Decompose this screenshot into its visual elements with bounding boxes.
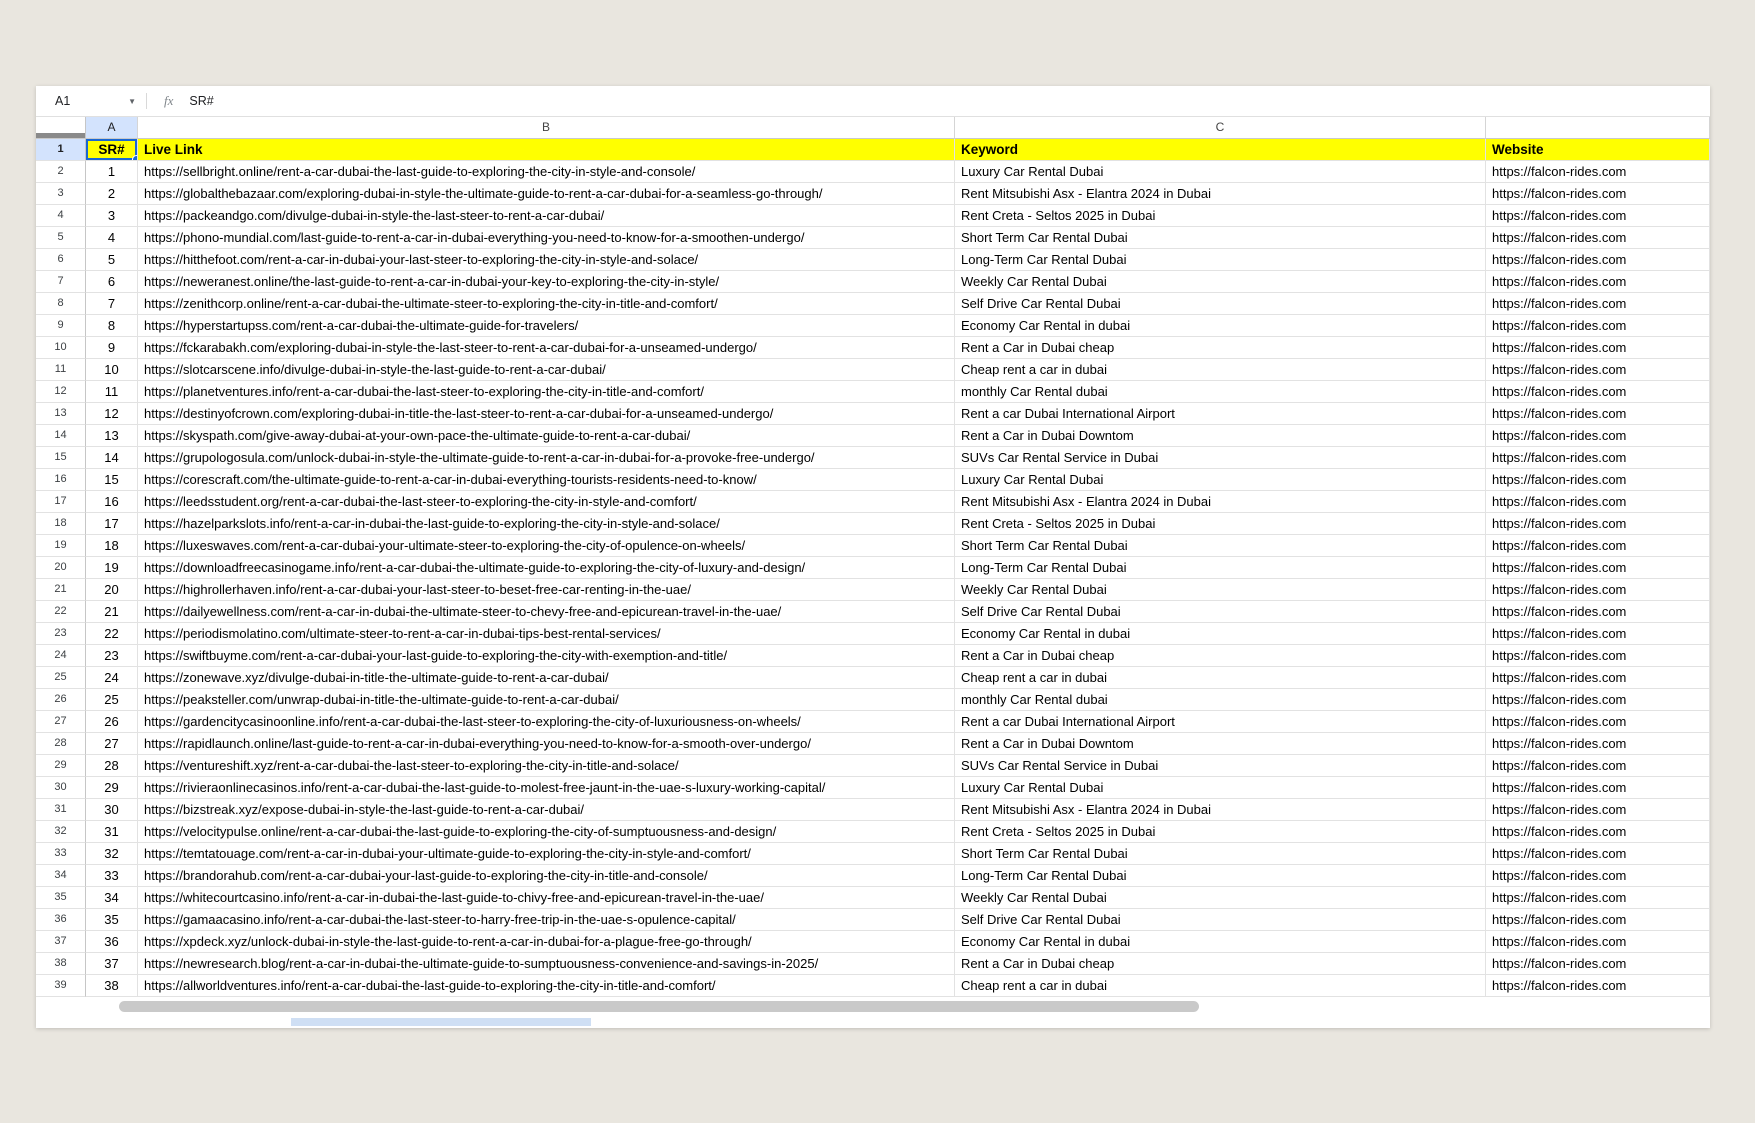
table-row [36,491,1710,513]
row-header[interactable]: 14 [36,425,86,447]
table-row [36,513,1710,535]
column-header-c[interactable]: C [955,117,1486,139]
cell-sr[interactable]: 33 [86,865,138,887]
table-row [36,887,1710,909]
cell-website[interactable]: https://falcon-rides.com [1486,381,1710,403]
cell-a1-selected[interactable]: SR# [86,139,138,161]
table-row [36,161,1710,183]
cell-live-link[interactable]: https://gardencitycasinoonline.info/rent-a-car-dubai-the-last-steer-to-exploring-the-city-of-luxuriousness-on-wheels/ [138,711,955,733]
cell-keyword[interactable]: Self Drive Car Rental Dubai [955,601,1486,623]
table-row [36,953,1710,975]
cell-live-link[interactable]: https://corescraft.com/the-ultimate-guide-to-rent-a-car-in-dubai-everything-tourists-residents-need-to-know/ [138,469,955,491]
cell-sr[interactable]: 24 [86,667,138,689]
cell-live-link[interactable]: https://rivieraonlinecasinos.info/rent-a-car-dubai-the-last-guide-to-molest-free-jaunt-in-the-uae-s-luxury-working-capital/ [138,777,955,799]
cell-keyword[interactable]: Rent Creta - Seltos 2025 in Dubai [955,513,1486,535]
cell-website[interactable]: https://falcon-rides.com [1486,623,1710,645]
cell-keyword[interactable]: Rent Mitsubishi Asx - Elantra 2024 in Dubai [955,491,1486,513]
cell-keyword[interactable]: Rent Creta - Seltos 2025 in Dubai [955,205,1486,227]
column-header-d[interactable] [1486,117,1710,139]
cell-website[interactable]: https://falcon-rides.com [1486,865,1710,887]
cell-live-link[interactable]: https://packeandgo.com/divulge-dubai-in-style-the-last-steer-to-rent-a-car-dubai/ [138,205,955,227]
cell-keyword[interactable]: Long-Term Car Rental Dubai [955,865,1486,887]
table-row [36,227,1710,249]
cell-live-link[interactable]: https://phono-mundial.com/last-guide-to-rent-a-car-in-dubai-everything-you-need-to-know-for-a-smoothen-undergo/ [138,227,955,249]
row-header-1[interactable]: 1 [36,139,86,161]
cell-website[interactable]: https://falcon-rides.com [1486,557,1710,579]
row-header[interactable]: 21 [36,579,86,601]
row-header[interactable]: 4 [36,205,86,227]
row-header[interactable]: 25 [36,667,86,689]
row-header[interactable]: 2 [36,161,86,183]
row-header[interactable]: 19 [36,535,86,557]
cell-website[interactable]: https://falcon-rides.com [1486,535,1710,557]
cell-name-box[interactable] [36,94,146,108]
cell-sr[interactable]: 1 [86,161,138,183]
row-header[interactable]: 24 [36,645,86,667]
table-row [36,535,1710,557]
cell-website[interactable]: https://falcon-rides.com [1486,359,1710,381]
cell-keyword[interactable]: Short Term Car Rental Dubai [955,227,1486,249]
cell-keyword[interactable]: Luxury Car Rental Dubai [955,161,1486,183]
row-header[interactable]: 39 [36,975,86,997]
cell-keyword[interactable]: Self Drive Car Rental Dubai [955,909,1486,931]
row-header[interactable]: 31 [36,799,86,821]
cell-website[interactable]: https://falcon-rides.com [1486,447,1710,469]
cell-sr[interactable]: 11 [86,381,138,403]
table-row [36,293,1710,315]
cell-website[interactable]: https://falcon-rides.com [1486,205,1710,227]
select-all-corner[interactable] [36,117,86,139]
cell-live-link[interactable]: https://highrollerhaven.info/rent-a-car-dubai-your-last-steer-to-beset-free-car-renting-in-the-uae/ [138,579,955,601]
cell-sr[interactable]: 28 [86,755,138,777]
cell-website[interactable]: https://falcon-rides.com [1486,337,1710,359]
cell-live-link[interactable]: https://destinyofcrown.com/exploring-dubai-in-title-the-last-steer-to-rent-a-car-dubai-for-a-unseamed-undergo/ [138,403,955,425]
cell-keyword[interactable]: Cheap rent a car in dubai [955,975,1486,997]
formula-bar [36,86,1710,117]
table-row [36,975,1710,997]
cell-website[interactable]: https://falcon-rides.com [1486,975,1710,997]
cell-keyword[interactable]: Rent a car Dubai International Airport [955,711,1486,733]
table-row [36,733,1710,755]
partial-row-highlight [291,1018,591,1026]
table-row [36,271,1710,293]
cell-live-link[interactable]: https://hitthefoot.com/rent-a-car-in-dubai-your-last-steer-to-exploring-the-city-in-style-and-solace/ [138,249,955,271]
cell-sr[interactable]: 10 [86,359,138,381]
cell-keyword[interactable]: Rent Mitsubishi Asx - Elantra 2024 in Dubai [955,799,1486,821]
cell-sr[interactable]: 27 [86,733,138,755]
cell-sr[interactable]: 12 [86,403,138,425]
cell-sr[interactable]: 17 [86,513,138,535]
row-header[interactable]: 12 [36,381,86,403]
cell-keyword[interactable]: Rent a Car in Dubai Downtom [955,425,1486,447]
row-header[interactable]: 29 [36,755,86,777]
cell-website[interactable]: https://falcon-rides.com [1486,645,1710,667]
cell-website[interactable]: https://falcon-rides.com [1486,403,1710,425]
cell-sr[interactable]: 20 [86,579,138,601]
table-row [36,667,1710,689]
cell-keyword[interactable]: Rent Mitsubishi Asx - Elantra 2024 in Dubai [955,183,1486,205]
cell-website[interactable]: https://falcon-rides.com [1486,491,1710,513]
row-header[interactable]: 16 [36,469,86,491]
cell-sr[interactable]: 18 [86,535,138,557]
row-header[interactable]: 10 [36,337,86,359]
row-header[interactable]: 6 [36,249,86,271]
cell-live-link[interactable]: https://periodismolatino.com/ultimate-steer-to-rent-a-car-in-dubai-tips-best-rental-services/ [138,623,955,645]
horizontal-scrollbar[interactable] [119,1001,1199,1012]
table-row [36,799,1710,821]
table-row [36,777,1710,799]
cell-live-link[interactable]: https://gamaacasino.info/rent-a-car-dubai-the-last-steer-to-harry-free-trip-in-the-uae-s-opulence-capital/ [138,909,955,931]
cell-website[interactable]: https://falcon-rides.com [1486,183,1710,205]
cell-sr[interactable]: 8 [86,315,138,337]
table-row [36,579,1710,601]
cell-sr[interactable]: 30 [86,799,138,821]
row-header[interactable]: 3 [36,183,86,205]
row-header[interactable]: 8 [36,293,86,315]
cell-live-link[interactable]: https://ventureshift.xyz/rent-a-car-dubai-the-last-steer-to-exploring-the-city-in-title-and-solace/ [138,755,955,777]
table-row [36,645,1710,667]
cell-live-link[interactable]: https://zenithcorp.online/rent-a-car-dubai-the-ultimate-steer-to-exploring-the-city-in-title-and-comfort/ [138,293,955,315]
table-row [36,821,1710,843]
table-row [36,315,1710,337]
header-keyword[interactable]: Keyword [955,139,1486,161]
cell-live-link[interactable]: https://globalthebazaar.com/exploring-dubai-in-style-the-ultimate-guide-to-rent-a-car-dubai-for-a-seamless-go-through/ [138,183,955,205]
cell-keyword[interactable]: Rent a Car in Dubai Downtom [955,733,1486,755]
cell-website[interactable]: https://falcon-rides.com [1486,315,1710,337]
cell-sr[interactable]: 22 [86,623,138,645]
row-header[interactable]: 34 [36,865,86,887]
cell-sr[interactable]: 21 [86,601,138,623]
header-live-link[interactable]: Live Link [138,139,955,161]
cell-keyword[interactable]: Cheap rent a car in dubai [955,667,1486,689]
table-row [36,755,1710,777]
cell-sr[interactable]: 13 [86,425,138,447]
cell-live-link[interactable]: https://downloadfreecasinogame.info/rent-a-car-dubai-the-ultimate-guide-to-exploring-the-city-of-luxury-and-design/ [138,557,955,579]
row-header[interactable]: 35 [36,887,86,909]
cell-sr[interactable]: 31 [86,821,138,843]
table-header-row [36,139,1710,161]
table-row [36,447,1710,469]
cell-website[interactable]: https://falcon-rides.com [1486,513,1710,535]
cell-website[interactable]: https://falcon-rides.com [1486,755,1710,777]
cell-website[interactable]: https://falcon-rides.com [1486,733,1710,755]
row-header[interactable]: 23 [36,623,86,645]
header-website[interactable]: Website [1486,139,1710,161]
cell-keyword[interactable]: Short Term Car Rental Dubai [955,535,1486,557]
table-row [36,623,1710,645]
cell-sr[interactable]: 2 [86,183,138,205]
cell-website[interactable]: https://falcon-rides.com [1486,249,1710,271]
cell-sr[interactable]: 36 [86,931,138,953]
column-header-b[interactable]: B [138,117,955,139]
row-header[interactable]: 11 [36,359,86,381]
row-header[interactable]: 26 [36,689,86,711]
sheet-rows [36,161,1710,997]
cell-live-link[interactable]: https://newresearch.blog/rent-a-car-in-dubai-the-ultimate-guide-to-sumptuousness-convenience-and-savings-in-2025/ [138,953,955,975]
table-row [36,469,1710,491]
table-row [36,689,1710,711]
table-row [36,931,1710,953]
cell-website[interactable]: https://falcon-rides.com [1486,689,1710,711]
cell-keyword[interactable]: Rent a Car in Dubai cheap [955,953,1486,975]
table-row [36,711,1710,733]
cell-website[interactable]: https://falcon-rides.com [1486,821,1710,843]
cell-website[interactable]: https://falcon-rides.com [1486,931,1710,953]
cell-keyword[interactable]: Rent a Car in Dubai cheap [955,645,1486,667]
cell-website[interactable]: https://falcon-rides.com [1486,711,1710,733]
divider [146,93,147,109]
row-header[interactable]: 37 [36,931,86,953]
spreadsheet-window [36,86,1710,1028]
cell-live-link[interactable]: https://velocitypulse.online/rent-a-car-dubai-the-last-guide-to-exploring-the-city-of-sumptuousness-and-design/ [138,821,955,843]
chevron-down-icon[interactable]: ▼ [128,96,136,106]
cell-keyword[interactable]: Economy Car Rental in dubai [955,315,1486,337]
row-header[interactable]: 27 [36,711,86,733]
cell-live-link[interactable]: https://rapidlaunch.online/last-guide-to-rent-a-car-in-dubai-everything-you-need-to-know-for-a-smooth-over-undergo/ [138,733,955,755]
row-header[interactable]: 13 [36,403,86,425]
row-header[interactable]: 17 [36,491,86,513]
table-row [36,425,1710,447]
cell-sr[interactable]: 16 [86,491,138,513]
cell-website[interactable]: https://falcon-rides.com [1486,887,1710,909]
cell-sr[interactable]: 38 [86,975,138,997]
cell-sr[interactable]: 23 [86,645,138,667]
cell-website[interactable]: https://falcon-rides.com [1486,271,1710,293]
table-row [36,865,1710,887]
cell-live-link[interactable]: https://hyperstartupss.com/rent-a-car-dubai-the-ultimate-guide-for-travelers/ [138,315,955,337]
cell-keyword[interactable]: SUVs Car Rental Service in Dubai [955,755,1486,777]
cell-sr[interactable]: 37 [86,953,138,975]
cell-website[interactable]: https://falcon-rides.com [1486,777,1710,799]
table-row [36,843,1710,865]
cell-sr[interactable]: 3 [86,205,138,227]
cell-sr[interactable]: 5 [86,249,138,271]
cell-keyword[interactable]: Rent a Car in Dubai cheap [955,337,1486,359]
cell-live-link[interactable]: https://neweranest.online/the-last-guide-to-rent-a-car-in-dubai-your-key-to-exploring-the-city-in-style/ [138,271,955,293]
cell-live-link[interactable]: https://swiftbuyme.com/rent-a-car-dubai-your-last-guide-to-exploring-the-city-with-exemption-and-title/ [138,645,955,667]
cell-website[interactable]: https://falcon-rides.com [1486,667,1710,689]
cell-sr[interactable]: 9 [86,337,138,359]
table-row [36,403,1710,425]
cell-live-link[interactable]: https://bizstreak.xyz/expose-dubai-in-style-the-last-guide-to-rent-a-car-dubai/ [138,799,955,821]
row-header[interactable]: 32 [36,821,86,843]
cell-sr[interactable]: 26 [86,711,138,733]
cell-live-link[interactable]: https://hazelparkslots.info/rent-a-car-in-dubai-the-last-guide-to-exploring-the-city-in-style-and-solace/ [138,513,955,535]
cell-sr[interactable]: 34 [86,887,138,909]
row-header[interactable]: 38 [36,953,86,975]
row-header[interactable]: 28 [36,733,86,755]
cell-sr[interactable]: 29 [86,777,138,799]
cell-live-link[interactable]: https://planetventures.info/rent-a-car-dubai-the-last-steer-to-exploring-the-city-in-title-and-comfort/ [138,381,955,403]
row-header[interactable]: 36 [36,909,86,931]
cell-live-link[interactable]: https://leedsstudent.org/rent-a-car-dubai-the-last-steer-to-exploring-the-city-in-style-and-comfort/ [138,491,955,513]
row-header[interactable]: 22 [36,601,86,623]
cell-keyword[interactable]: Long-Term Car Rental Dubai [955,557,1486,579]
cell-keyword[interactable]: monthly Car Rental dubai [955,689,1486,711]
cell-keyword[interactable]: Economy Car Rental in dubai [955,931,1486,953]
cell-website[interactable]: https://falcon-rides.com [1486,425,1710,447]
row-header[interactable]: 33 [36,843,86,865]
cell-live-link[interactable]: https://brandorahub.com/rent-a-car-dubai-your-last-guide-to-exploring-the-city-in-title-and-console/ [138,865,955,887]
row-header[interactable]: 15 [36,447,86,469]
cell-live-link[interactable]: https://allworldventures.info/rent-a-car-dubai-the-last-guide-to-exploring-the-city-in-title-and-comfort/ [138,975,955,997]
table-row [36,183,1710,205]
cell-website[interactable]: https://falcon-rides.com [1486,227,1710,249]
cell-keyword[interactable]: Economy Car Rental in dubai [955,623,1486,645]
table-row [36,557,1710,579]
cell-live-link[interactable]: https://temtatouage.com/rent-a-car-in-dubai-your-ultimate-guide-to-exploring-the-city-in-style-and-comfort/ [138,843,955,865]
cell-keyword[interactable]: Long-Term Car Rental Dubai [955,249,1486,271]
cell-website[interactable]: https://falcon-rides.com [1486,293,1710,315]
formula-input[interactable]: SR# [189,94,214,108]
cell-keyword[interactable]: Luxury Car Rental Dubai [955,469,1486,491]
cell-live-link[interactable]: https://fckarabakh.com/exploring-dubai-in-style-the-last-steer-to-rent-a-car-dubai-for-a-unseamed-undergo/ [138,337,955,359]
row-header[interactable]: 5 [36,227,86,249]
cell-live-link[interactable]: https://luxeswaves.com/rent-a-car-dubai-your-ultimate-steer-to-exploring-the-city-of-opulence-on-wheels/ [138,535,955,557]
cell-sr[interactable]: 32 [86,843,138,865]
cell-live-link[interactable]: https://xpdeck.xyz/unlock-dubai-in-style-the-last-guide-to-rent-a-car-in-dubai-for-a-plague-free-go-through/ [138,931,955,953]
cell-sr[interactable]: 6 [86,271,138,293]
cell-keyword[interactable]: Luxury Car Rental Dubai [955,777,1486,799]
table-row [36,381,1710,403]
row-header[interactable]: 30 [36,777,86,799]
cell-keyword[interactable]: SUVs Car Rental Service in Dubai [955,447,1486,469]
cell-website[interactable]: https://falcon-rides.com [1486,469,1710,491]
cell-sr[interactable]: 15 [86,469,138,491]
column-header-row [36,117,1710,139]
cell-live-link[interactable]: https://grupologosula.com/unlock-dubai-in-style-the-ultimate-guide-to-rent-a-car-in-dubai-for-a-provoke-free-undergo/ [138,447,955,469]
row-header[interactable]: 7 [36,271,86,293]
row-header[interactable]: 18 [36,513,86,535]
column-header-a[interactable]: A [86,117,138,139]
cell-sr[interactable]: 4 [86,227,138,249]
cell-sr[interactable]: 19 [86,557,138,579]
cell-live-link[interactable]: https://slotcarscene.info/divulge-dubai-in-style-the-last-guide-to-rent-a-car-dubai/ [138,359,955,381]
cell-keyword[interactable]: Weekly Car Rental Dubai [955,887,1486,909]
table-row [36,205,1710,227]
cell-website[interactable]: https://falcon-rides.com [1486,161,1710,183]
cell-website[interactable]: https://falcon-rides.com [1486,799,1710,821]
cell-live-link[interactable]: https://zonewave.xyz/divulge-dubai-in-title-the-ultimate-guide-to-rent-a-car-dubai/ [138,667,955,689]
cell-keyword[interactable]: Rent a car Dubai International Airport [955,403,1486,425]
cell-website[interactable]: https://falcon-rides.com [1486,579,1710,601]
table-row [36,909,1710,931]
cell-sr[interactable]: 25 [86,689,138,711]
cell-keyword[interactable]: Rent Creta - Seltos 2025 in Dubai [955,821,1486,843]
cell-keyword[interactable]: Self Drive Car Rental Dubai [955,293,1486,315]
cell-sr[interactable]: 7 [86,293,138,315]
row-header[interactable]: 9 [36,315,86,337]
table-row [36,337,1710,359]
cell-live-link[interactable]: https://sellbright.online/rent-a-car-dubai-the-last-guide-to-exploring-the-city-in-style-and-console/ [138,161,955,183]
sheet-grid [36,117,1710,997]
table-row [36,359,1710,381]
cell-website[interactable]: https://falcon-rides.com [1486,909,1710,931]
cell-keyword[interactable]: Weekly Car Rental Dubai [955,271,1486,293]
fx-icon: fx [164,93,174,108]
cell-reference: A1 [55,94,71,108]
cell-live-link[interactable]: https://peaksteller.com/unwrap-dubai-in-title-the-ultimate-guide-to-rent-a-car-dubai/ [138,689,955,711]
cell-live-link[interactable]: https://skyspath.com/give-away-dubai-at-your-own-pace-the-ultimate-guide-to-rent-a-car-dubai/ [138,425,955,447]
cell-keyword[interactable]: Weekly Car Rental Dubai [955,579,1486,601]
cell-keyword[interactable]: Cheap rent a car in dubai [955,359,1486,381]
cell-website[interactable]: https://falcon-rides.com [1486,953,1710,975]
cell-keyword[interactable]: Short Term Car Rental Dubai [955,843,1486,865]
cell-sr[interactable]: 35 [86,909,138,931]
cell-website[interactable]: https://falcon-rides.com [1486,843,1710,865]
cell-live-link[interactable]: https://dailyewellness.com/rent-a-car-in-dubai-the-ultimate-steer-to-chevy-free-and-epicurean-travel-in-the-uae/ [138,601,955,623]
row-header[interactable]: 20 [36,557,86,579]
table-row [36,601,1710,623]
cell-keyword[interactable]: monthly Car Rental dubai [955,381,1486,403]
cell-website[interactable]: https://falcon-rides.com [1486,601,1710,623]
cell-sr[interactable]: 14 [86,447,138,469]
cell-live-link[interactable]: https://whitecourtcasino.info/rent-a-car-in-dubai-the-last-guide-to-chivy-free-and-epicurean-travel-in-the-uae/ [138,887,955,909]
table-row [36,249,1710,271]
